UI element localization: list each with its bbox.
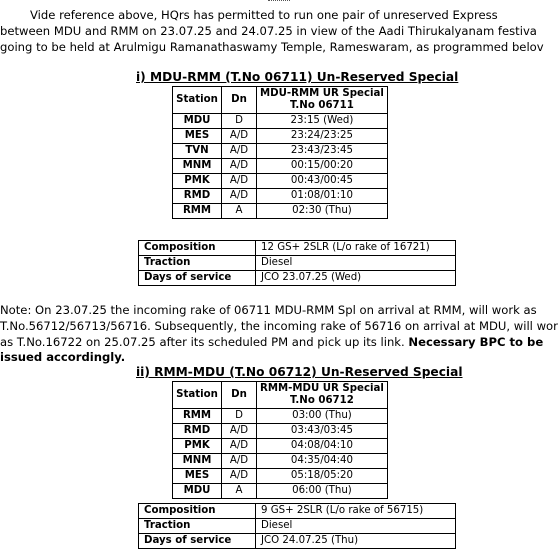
time-cell: 05:18/05:20 bbox=[257, 469, 388, 484]
station-cell: MDU bbox=[173, 484, 222, 499]
info-value-cell: 9 GS+ 2SLR (L/o rake of 56715) bbox=[256, 504, 456, 519]
note-line-3-text: as T.No.16722 on 25.07.25 after its scheduled PM and pick up its link. bbox=[0, 334, 409, 349]
schedule-header-row bbox=[173, 87, 388, 114]
time-cell: 00:43/00:45 bbox=[257, 174, 388, 189]
section1-schedule-body bbox=[173, 114, 388, 219]
station-cell: MDU bbox=[173, 114, 222, 129]
note-line-1: Note: On 23.07.25 the incoming rake of 06711 MDU-RMM Spl on arrival at RMM, will work as bbox=[0, 303, 537, 317]
info-value-cell: JCO 24.07.25 (Thu) bbox=[256, 534, 456, 549]
col-station-header: Station bbox=[173, 87, 222, 114]
dn-cell: A/D bbox=[222, 454, 257, 469]
info-row bbox=[139, 256, 456, 271]
schedule-row bbox=[173, 144, 388, 159]
note-line-2: T.No.56712/56713/56716. Subsequently, the incoming rake of 56716 on arrival at MDU, will wor bbox=[0, 318, 558, 333]
info-key-cell: Days of service bbox=[139, 534, 256, 549]
dn-cell: A/D bbox=[222, 189, 257, 204]
info-value-cell: Diesel bbox=[256, 256, 456, 271]
station-cell: RMM bbox=[173, 204, 222, 219]
info-row bbox=[139, 271, 456, 286]
schedule-row bbox=[173, 189, 388, 204]
schedule-row bbox=[173, 409, 388, 424]
info-row bbox=[139, 241, 456, 256]
section1-info-table bbox=[138, 240, 456, 286]
train-header-line-2: T.No 06712 bbox=[290, 395, 354, 406]
col-train-header bbox=[257, 382, 388, 409]
dn-cell: D bbox=[222, 409, 257, 424]
col-dn-header: Dn bbox=[222, 382, 257, 409]
info-value-cell: 12 GS+ 2SLR (L/o rake of 16721) bbox=[256, 241, 456, 256]
section2-info-table bbox=[138, 503, 456, 549]
info-key-cell: Traction bbox=[139, 256, 256, 271]
time-cell: 23:24/23:25 bbox=[257, 129, 388, 144]
schedule-row bbox=[173, 484, 388, 499]
info-key-cell: Traction bbox=[139, 519, 256, 534]
note-bpc-text: Necessary BPC to be bbox=[408, 334, 544, 349]
section1-heading: i) MDU-RMM (T.No 06711) Un-Reserved Special bbox=[136, 70, 459, 84]
section2-info-body bbox=[139, 504, 456, 549]
train-header-line-1: MDU-RMM UR Special bbox=[260, 88, 384, 99]
col-dn-header: Dn bbox=[222, 87, 257, 114]
info-key-cell: Composition bbox=[139, 504, 256, 519]
station-cell: MNM bbox=[173, 159, 222, 174]
time-cell: 02:30 (Thu) bbox=[257, 204, 388, 219]
station-cell: RMD bbox=[173, 424, 222, 439]
time-cell: 04:35/04:40 bbox=[257, 454, 388, 469]
station-cell: TVN bbox=[173, 144, 222, 159]
time-cell: 06:00 (Thu) bbox=[257, 484, 388, 499]
intro-lead-text: Vide reference above, HQrs has permitted to run one pair of unreserved Express bbox=[30, 8, 498, 22]
note-paragraph bbox=[0, 303, 560, 366]
schedule-row bbox=[173, 129, 388, 144]
schedule-row bbox=[173, 159, 388, 174]
dn-cell: A/D bbox=[222, 144, 257, 159]
schedule-row bbox=[173, 439, 388, 454]
section2-schedule-body bbox=[173, 409, 388, 499]
dn-cell: D bbox=[222, 114, 257, 129]
station-cell: RMM bbox=[173, 409, 222, 424]
dn-cell: A/D bbox=[222, 159, 257, 174]
dn-cell: A/D bbox=[222, 424, 257, 439]
col-station-header: Station bbox=[173, 382, 222, 409]
dn-cell: A bbox=[222, 204, 257, 219]
note-line-4: issued accordingly. bbox=[0, 350, 126, 365]
schedule-row bbox=[173, 424, 388, 439]
station-cell: PMK bbox=[173, 439, 222, 454]
info-row bbox=[139, 519, 456, 534]
station-cell: MES bbox=[173, 129, 222, 144]
section2-schedule-table bbox=[172, 381, 388, 499]
schedule-row bbox=[173, 174, 388, 189]
schedule-row bbox=[173, 114, 388, 129]
time-cell: 23:43/23:45 bbox=[257, 144, 388, 159]
section1-schedule-table bbox=[172, 86, 388, 219]
info-row bbox=[139, 534, 456, 549]
station-cell: MNM bbox=[173, 454, 222, 469]
schedule-header-row bbox=[173, 382, 388, 409]
dn-cell: A/D bbox=[222, 129, 257, 144]
intro-line-2: between MDU and RMM on 23.07.25 and 24.07.25 in view of the Aadi Thirukalyanam festiva bbox=[0, 23, 537, 38]
info-value-cell: JCO 23.07.25 (Wed) bbox=[256, 271, 456, 286]
station-cell: RMD bbox=[173, 189, 222, 204]
schedule-row bbox=[173, 454, 388, 469]
info-value-cell: Diesel bbox=[256, 519, 456, 534]
section1-info-body bbox=[139, 241, 456, 286]
time-cell: 00:15/00:20 bbox=[257, 159, 388, 174]
info-key-cell: Days of service bbox=[139, 271, 256, 286]
train-header-line-2: T.No 06711 bbox=[290, 100, 354, 111]
time-cell: 23:15 (Wed) bbox=[257, 114, 388, 129]
schedule-row bbox=[173, 204, 388, 219]
note-line-3 bbox=[0, 335, 560, 351]
station-cell: MES bbox=[173, 469, 222, 484]
dn-cell: A/D bbox=[222, 469, 257, 484]
intro-line-3: going to be held at Arulmigu Ramanathaswamy Temple, Rameswaram, as programmed belov bbox=[0, 39, 544, 54]
time-cell: 01:08/01:10 bbox=[257, 189, 388, 204]
col-train-header bbox=[257, 87, 388, 114]
train-header-line-1: RMM-MDU UR Special bbox=[260, 383, 384, 394]
intro-line-1 bbox=[0, 8, 560, 24]
page-divider-mark bbox=[268, 0, 290, 3]
time-cell: 03:43/03:45 bbox=[257, 424, 388, 439]
dn-cell: A/D bbox=[222, 439, 257, 454]
schedule-row bbox=[173, 469, 388, 484]
section2-heading: ii) RMM-MDU (T.No 06712) Un-Reserved Special bbox=[136, 365, 463, 379]
dn-cell: A bbox=[222, 484, 257, 499]
time-cell: 04:08/04:10 bbox=[257, 439, 388, 454]
info-row bbox=[139, 504, 456, 519]
info-key-cell: Composition bbox=[139, 241, 256, 256]
dn-cell: A/D bbox=[222, 174, 257, 189]
intro-paragraph bbox=[0, 8, 560, 55]
time-cell: 03:00 (Thu) bbox=[257, 409, 388, 424]
station-cell: PMK bbox=[173, 174, 222, 189]
